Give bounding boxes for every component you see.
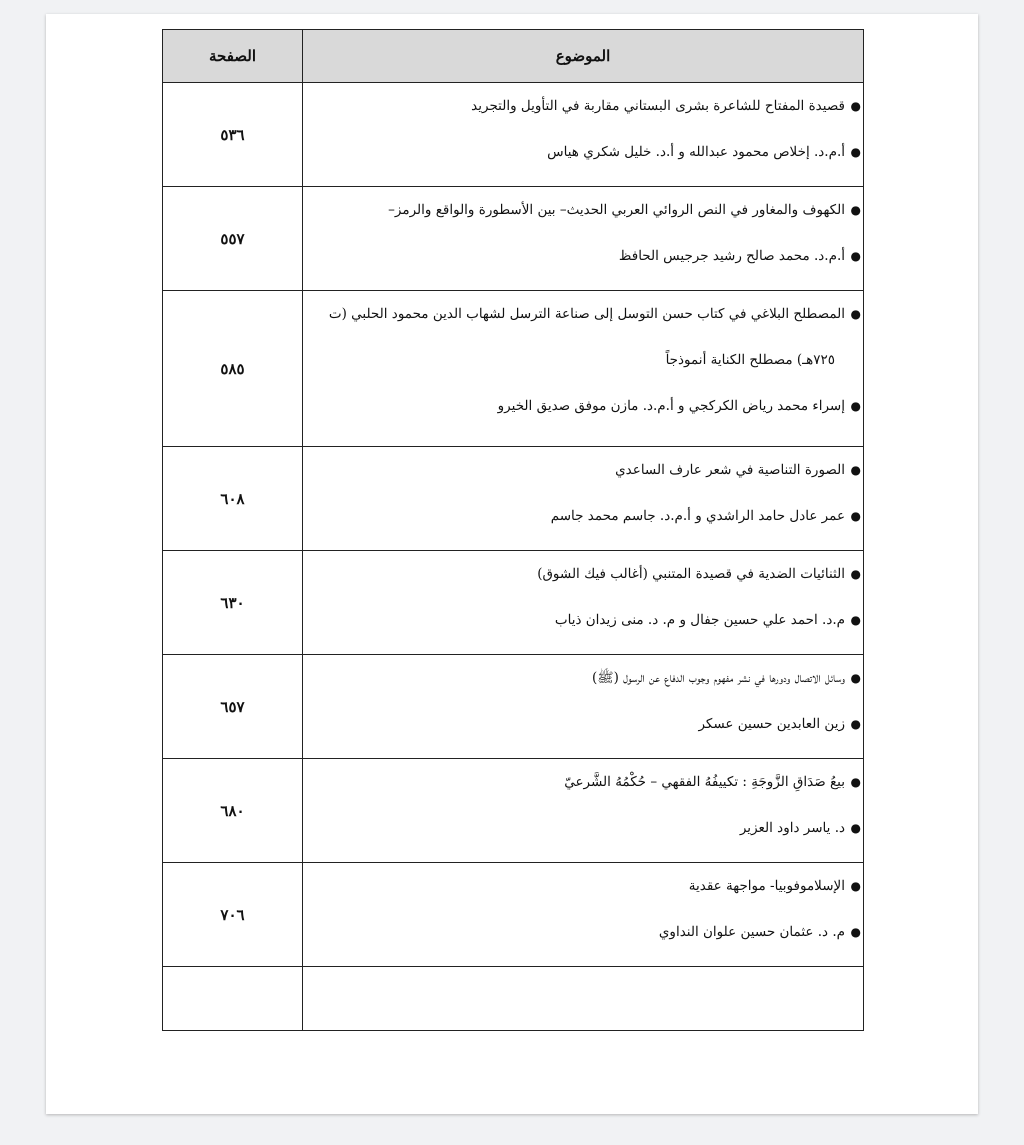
page-column-header: الصفحة bbox=[163, 30, 303, 83]
table-header-row bbox=[163, 30, 864, 83]
table-of-contents bbox=[162, 29, 864, 1031]
table-row bbox=[163, 863, 864, 967]
topic-cell bbox=[303, 83, 864, 187]
table-row bbox=[163, 187, 864, 291]
topic-cell bbox=[303, 187, 864, 291]
topic-cell bbox=[303, 291, 864, 447]
page-number: ٥٨٥ bbox=[163, 291, 303, 447]
bullet-icon: ● bbox=[850, 307, 861, 321]
topic-cell bbox=[303, 447, 864, 551]
bullet-icon: ● bbox=[850, 613, 861, 627]
topic-cell bbox=[303, 551, 864, 655]
empty-cell bbox=[303, 967, 864, 1031]
article-title: ● الإسلاموفوبيا- مواجهة عقدية bbox=[688, 878, 861, 894]
table-row bbox=[163, 83, 864, 187]
page-number: ٦٣٠ bbox=[163, 551, 303, 655]
article-authors: ● أ.م.د. محمد صالح رشيد جرجيس الحافظ bbox=[618, 248, 861, 264]
table-row bbox=[163, 759, 864, 863]
topic-column-header: الموضوع bbox=[303, 30, 864, 83]
article-title: ● الكهوف والمغاور في النص الروائي العربي الحديث– بين الأسطورة والواقع والرمز– bbox=[388, 202, 861, 218]
topic-cell bbox=[303, 759, 864, 863]
page-number: ٦٠٨ bbox=[163, 447, 303, 551]
article-authors: ● إسراء محمد رياض الكركجي و أ.م.د. مازن موفق صديق الخيرو bbox=[497, 398, 861, 414]
empty-cell bbox=[163, 967, 303, 1031]
empty-table-row bbox=[163, 967, 864, 1031]
bullet-icon: ● bbox=[850, 463, 861, 477]
bullet-icon: ● bbox=[850, 99, 861, 113]
page-number: ٧٠٦ bbox=[163, 863, 303, 967]
article-title: ● الصورة التناصية في شعر عارف الساعدي bbox=[615, 462, 861, 478]
bullet-icon: ● bbox=[850, 925, 861, 939]
article-title-continued: ٧٢٥هـ) مصطلح الكناية أنموذجاً bbox=[665, 352, 835, 368]
bullet-icon: ● bbox=[850, 879, 861, 893]
bullet-icon: ● bbox=[850, 567, 861, 581]
article-authors: ● م.د. احمد علي حسين جفال و م. د. منى زيدان ذياب bbox=[554, 612, 861, 628]
bullet-icon: ● bbox=[850, 821, 861, 835]
page-number: ٦٥٧ bbox=[163, 655, 303, 759]
bullet-icon: ● bbox=[850, 775, 861, 789]
table-row bbox=[163, 551, 864, 655]
article-authors: ● د. ياسر داود العزير bbox=[739, 820, 861, 836]
table-row bbox=[163, 447, 864, 551]
article-authors: ● عمر عادل حامد الراشدي و أ.م.د. جاسم محمد جاسم bbox=[550, 508, 861, 524]
bullet-icon: ● bbox=[850, 145, 861, 159]
bullet-icon: ● bbox=[850, 717, 861, 731]
article-title: ● وسائل الاتصال ودورها في نشر مفهوم وجوب الدفاع عن الرسول (ﷺ) bbox=[592, 670, 861, 686]
topic-cell bbox=[303, 655, 864, 759]
page-number: ٥٣٦ bbox=[163, 83, 303, 187]
page-number: ٦٨٠ bbox=[163, 759, 303, 863]
bullet-icon: ● bbox=[850, 203, 861, 217]
table-row bbox=[163, 291, 864, 447]
topic-cell bbox=[303, 863, 864, 967]
bullet-icon: ● bbox=[850, 399, 861, 413]
article-title: ● المصطلح البلاغي في كتاب حسن التوسل إلى صناعة الترسل لشهاب الدين محمود الحلبي (ت bbox=[328, 306, 861, 322]
bullet-icon: ● bbox=[850, 671, 861, 685]
document-page bbox=[46, 14, 978, 1114]
bullet-icon: ● bbox=[850, 509, 861, 523]
bullet-icon: ● bbox=[850, 249, 861, 263]
article-authors: ● م. د. عثمان حسين علوان النداوي bbox=[658, 924, 861, 940]
article-title: ● بيعُ صَدَاقِ الزَّوجَةِ : تكييفُهُ الفقهي – حُكْمُهُ الشَّرعيّ bbox=[564, 774, 861, 790]
article-authors: ● زين العابدين حسين عسكر bbox=[698, 716, 861, 732]
article-authors: ● أ.م.د. إخلاص محمود عبدالله و أ.د. خليل شكري هياس bbox=[547, 144, 861, 160]
table-row bbox=[163, 655, 864, 759]
article-title: ● قصيدة المفتاح للشاعرة بشرى البستاني مقاربة في التأويل والتجريد bbox=[471, 98, 861, 114]
article-title: ● الثنائيات الضدية في قصيدة المتنبي (أغالب فيك الشوق) bbox=[537, 566, 861, 582]
page-number: ٥٥٧ bbox=[163, 187, 303, 291]
